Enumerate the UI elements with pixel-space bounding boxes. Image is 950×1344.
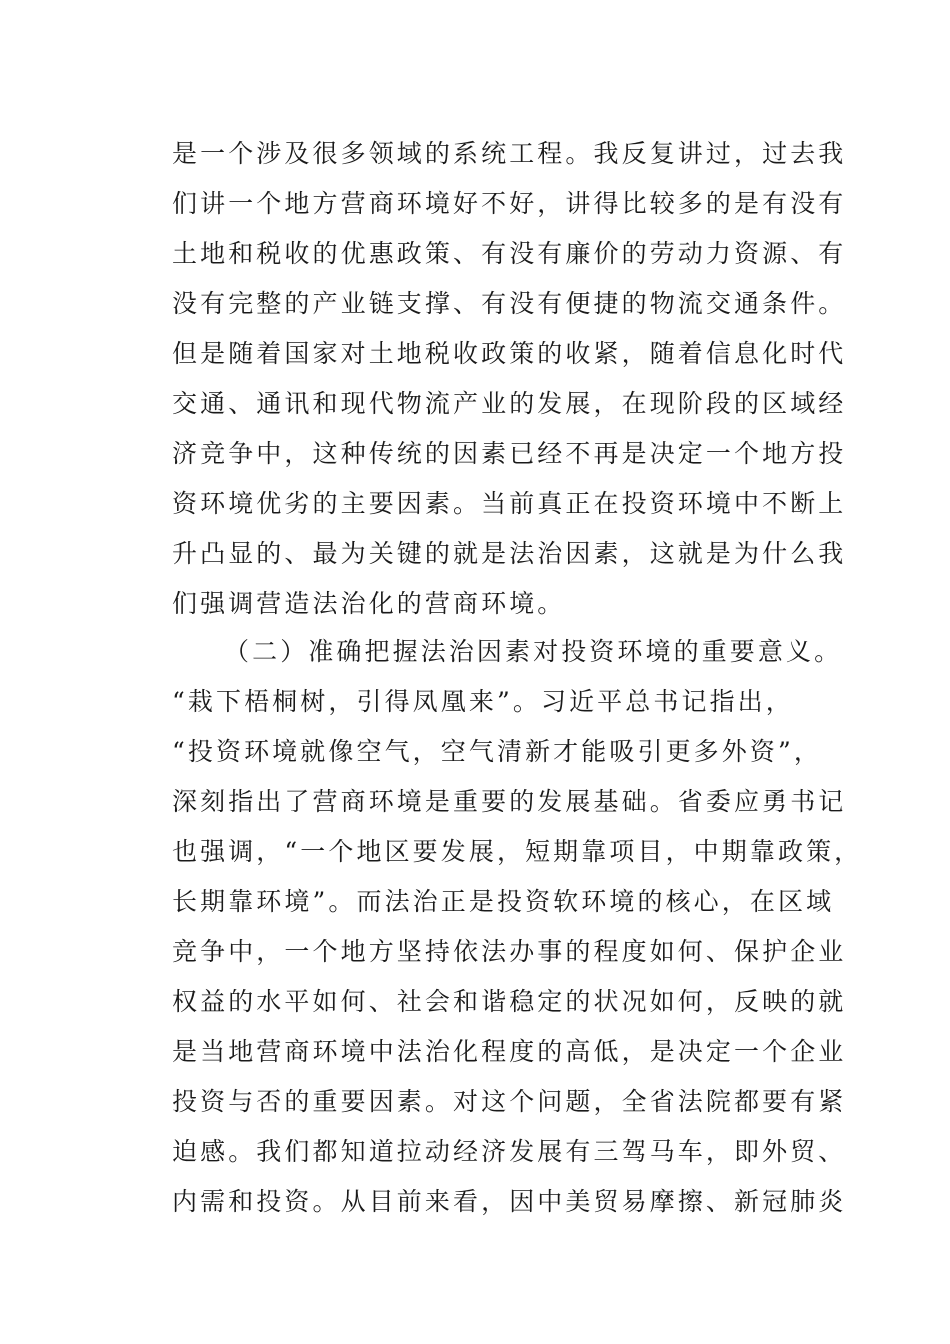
text-line: 资环境优劣的主要因素。当前真正在投资环境中不断上: [172, 489, 847, 518]
text-line: 升凸显的、最为关键的就是法治因素，这就是为什么我: [172, 539, 847, 568]
section-heading: （二）准确把握法治因素对投资环境的重要意义。: [224, 637, 843, 666]
text-line: 土地和税收的优惠政策、有没有廉价的劳动力资源、有: [172, 239, 847, 268]
text-line: 是当地营商环境中法治化程度的高低，是决定一个企业: [172, 1037, 847, 1066]
text-line: 迫感。我们都知道拉动经济发展有三驾马车，即外贸、: [172, 1137, 847, 1166]
text-line: 交通、通讯和现代物流产业的发展，在现阶段的区域经: [172, 389, 847, 418]
text-line: 济竞争中，这种传统的因素已经不再是决定一个地方投: [172, 439, 847, 468]
text-line: “投资环境就像空气，空气清新才能吸引更多外资”，: [172, 737, 822, 766]
text-line: 竞争中，一个地方坚持依法办事的程度如何、保护企业: [172, 937, 847, 966]
text-line: 们讲一个地方营商环境好不好，讲得比较多的是有没有: [172, 189, 847, 218]
text-line: 是一个涉及很多领域的系统工程。我反复讲过，过去我: [172, 139, 847, 168]
text-line: 内需和投资。从目前来看，因中美贸易摩擦、新冠肺炎: [172, 1187, 847, 1216]
text-line: 但是随着国家对土地税收政策的收紧，随着信息化时代: [172, 339, 847, 368]
text-line: 们强调营造法治化的营商环境。: [172, 589, 566, 618]
text-line: 没有完整的产业链支撑、有没有便捷的物流交通条件。: [172, 289, 847, 318]
text-line: 权益的水平如何、社会和谐稳定的状况如何，反映的就: [172, 987, 847, 1016]
text-line: 深刻指出了营商环境是重要的发展基础。省委应勇书记: [172, 787, 847, 816]
text-line: 也强调，“一个地区要发展，短期靠项目，中期靠政策，: [172, 837, 863, 866]
text-line: 投资与否的重要因素。对这个问题，全省法院都要有紧: [172, 1087, 847, 1116]
text-line: “栽下梧桐树，引得凤凰来”。习近平总书记指出，: [172, 687, 794, 716]
text-line: 长期靠环境”。而法治正是投资软环境的核心，在区域: [172, 887, 835, 916]
